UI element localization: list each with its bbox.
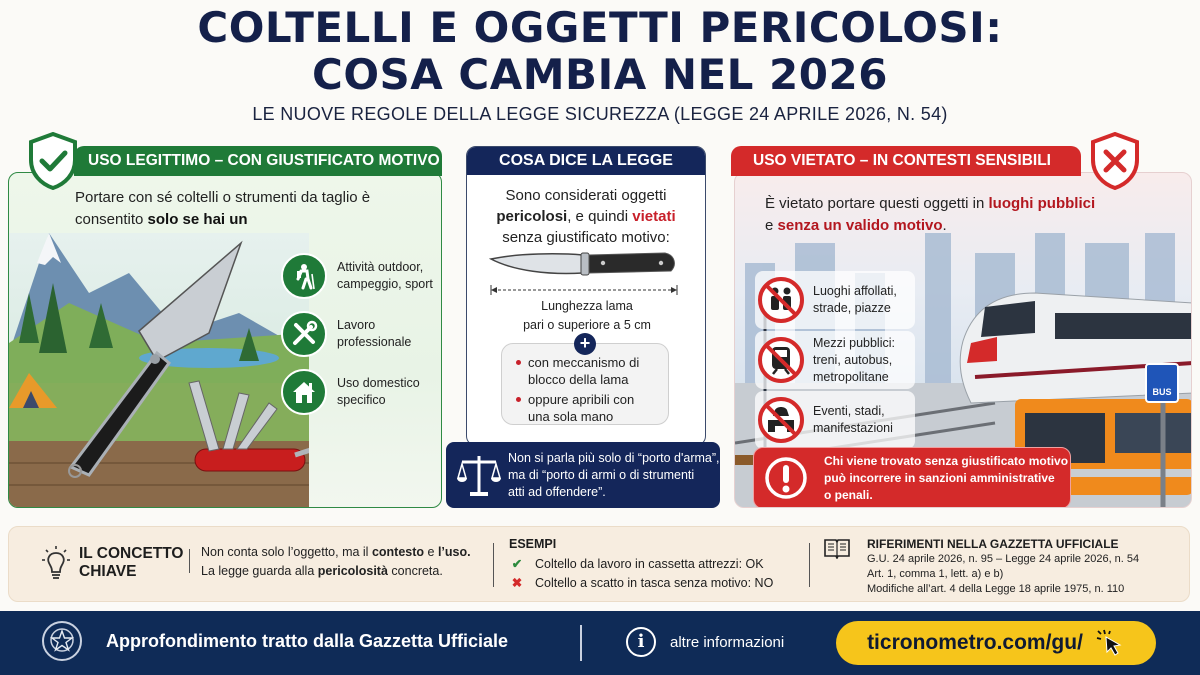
scales-of-justice-icon bbox=[454, 450, 504, 500]
legit-use-text: Portare con sé coltelli o strumenti da taglio è consentito solo se hai un bbox=[75, 189, 371, 228]
footer-bar bbox=[0, 611, 1200, 675]
forbidden-use-text: È vietato portare questi oggetti in luoghi pubblici e senza un valido motivo. bbox=[765, 195, 1096, 234]
examples-block bbox=[509, 537, 773, 593]
law-note-box bbox=[446, 442, 720, 508]
lightbulb-icon bbox=[39, 545, 73, 581]
title-line-2: COSA CAMBIA NEL 2026 bbox=[312, 50, 888, 99]
key-concept-title: IL CONCETTO CHIAVE bbox=[79, 545, 184, 580]
law-note-text: Non si parla più solo di “porto d'arma”, ma di “porto di armi o di strumenti atti ad offendere”. bbox=[508, 450, 720, 499]
exclamation-icon bbox=[764, 456, 808, 500]
no-events-icon bbox=[757, 396, 805, 444]
italian-republic-emblem-icon bbox=[40, 619, 84, 663]
x-icon: ✖ bbox=[511, 576, 523, 590]
bus-stop-sign: BUS bbox=[1145, 363, 1179, 403]
ban-item-crowds: Luoghi affollati, strade, piazze bbox=[755, 271, 915, 329]
title-line-1: COLTELLI E OGGETTI PERICOLOSI: bbox=[197, 3, 1003, 52]
plus-icon: + bbox=[574, 333, 596, 355]
info-icon[interactable]: i bbox=[626, 627, 656, 657]
key-concept-text: Non conta solo l’oggetto, ma il contesto e l’uso. La legge guarda alla pericolosità concreta. bbox=[201, 545, 471, 578]
divider bbox=[809, 543, 810, 587]
shield-x-icon bbox=[1090, 132, 1140, 190]
website-link-button[interactable] bbox=[836, 621, 1156, 665]
law-text: Sono considerati oggetti pericolosi, e quindi vietati senza giustificato motivo: bbox=[496, 187, 676, 246]
page-subtitle: LE NUOVE REGOLE DELLA LEGGE SICUREZZA (LEGGE 24 APRILE 2026, N. 54) bbox=[252, 104, 948, 124]
sanctions-warning: Chi viene trovato senza giustificato motivo può incorrere in sanzioni amministrative o penali. bbox=[753, 447, 1071, 508]
examples-title: ESEMPI bbox=[509, 537, 557, 551]
no-transport-icon bbox=[757, 336, 805, 384]
legit-uses-list bbox=[281, 247, 441, 421]
forbidden-places-list bbox=[755, 271, 915, 451]
summary-strip bbox=[8, 526, 1190, 602]
hiker-icon bbox=[281, 253, 327, 299]
no-crowds-icon bbox=[757, 276, 805, 324]
check-icon: ✔ bbox=[511, 557, 523, 571]
book-icon bbox=[823, 537, 851, 559]
divider bbox=[493, 543, 494, 587]
divider bbox=[189, 549, 190, 573]
use-item-outdoor: Attività outdoor, campeggio, sport bbox=[281, 247, 441, 305]
more-info-link[interactable]: altre informazioni bbox=[670, 634, 785, 651]
tools-icon bbox=[281, 311, 327, 357]
use-item-home: Uso domestico specifico bbox=[281, 363, 441, 421]
house-icon bbox=[281, 369, 327, 415]
blade-length-label: Lunghezza lama pari o superiore a 5 cm bbox=[523, 299, 651, 332]
reference-line: Modifiche all’art. 4 della Legge 18 aprile 1975, n. 110 bbox=[867, 583, 1125, 595]
shield-check-icon bbox=[28, 132, 78, 190]
reference-line: G.U. 24 aprile 2026, n. 95 – Legge 24 aprile 2026, n. 54 bbox=[867, 553, 1140, 565]
legit-use-panel bbox=[8, 172, 442, 508]
use-item-work: Lavoro professionale bbox=[281, 305, 441, 363]
reference-line: Art. 1, comma 1, lett. a) e b) bbox=[867, 568, 1004, 580]
forbidden-use-heading: USO VIETATO – IN CONTESTI SENSIBILI bbox=[731, 146, 1081, 176]
divider bbox=[580, 625, 582, 661]
law-heading: COSA DICE LA LEGGE bbox=[467, 147, 705, 175]
page-title bbox=[0, 4, 1200, 98]
law-panel bbox=[466, 146, 706, 446]
forbidden-use-panel bbox=[734, 172, 1192, 508]
knife-criteria-list bbox=[501, 343, 669, 425]
references-block bbox=[867, 537, 1139, 597]
blade-length-dimension bbox=[489, 285, 679, 295]
website-url-label: ticronometro.com/gu/ bbox=[867, 631, 1083, 654]
criteria-item: con meccanismo di blocco della lama bbox=[514, 354, 662, 388]
source-label: Approfondimento tratto dalla Gazzetta Ufficiale bbox=[106, 631, 509, 651]
cursor-click-icon bbox=[1095, 628, 1125, 658]
fixed-blade-knife-icon bbox=[489, 245, 679, 281]
example-item-no: ✖ Coltello a scatto in tasca senza motivo: NO bbox=[509, 574, 773, 593]
legit-use-heading: USO LEGITTIMO – CON GIUSTIFICATO MOTIVO bbox=[74, 146, 442, 176]
example-item-ok: ✔ Coltello da lavoro in cassetta attrezzi: OK bbox=[509, 555, 773, 574]
references-title: RIFERIMENTI NELLA GAZZETTA UFFICIALE bbox=[867, 537, 1119, 551]
ban-item-events: Eventi, stadi, manifestazioni bbox=[755, 391, 915, 449]
outdoor-knives-illustration bbox=[9, 233, 309, 508]
ban-item-transport: Mezzi pubblici: treni, autobus, metropolitane bbox=[755, 331, 915, 389]
criteria-item: oppure apribili con una sola mano bbox=[514, 391, 662, 425]
